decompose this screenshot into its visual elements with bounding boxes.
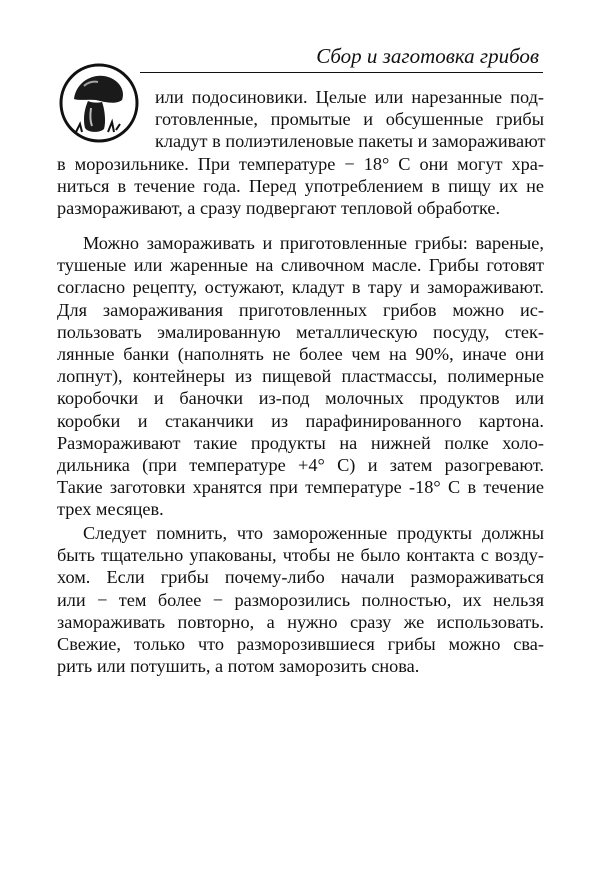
- text-line: Следует помнить, что замороженные продукты должны: [83, 523, 544, 543]
- text-line: Можно замораживать и приготовленные грибы: вареные,: [83, 233, 544, 253]
- paragraph-1: [57, 86, 544, 219]
- text-line: лопнут), контейнеры из пищевой пластмассы, полимерные: [57, 366, 544, 387]
- text-line: дильника (при температуре +4° С) и затем разогревают.: [57, 454, 544, 475]
- text-line: тушеные или жаренные на сливочном масле. Грибы готовят: [57, 255, 544, 276]
- text-line: быть тщательно упакованы, чтобы не было контакта с возду-: [57, 545, 544, 566]
- text-line: лянные банки (наполнять не более чем на 90%, иначе они: [57, 343, 544, 364]
- text-line: коробки и стаканчики из парафинированного картона.: [57, 410, 544, 431]
- text-line: пользовать эмалированную металлическую посуду, стек-: [57, 321, 544, 342]
- text-line: кладут в полиэтиленовые пакеты и замораживают: [155, 131, 546, 152]
- text-line: Размораживают такие продукты на нижней полке холо-: [57, 432, 544, 453]
- text-line: или − тем более − разморозились полностью, их нельзя: [57, 589, 544, 610]
- text-line: коробочки и баночки из-под молочных продуктов или: [57, 388, 544, 409]
- text-line: в морозильнике. При температуре − 18° С они могут хра-: [57, 153, 544, 174]
- text-line: Свежие, только что разморозившиеся грибы можно сва-: [57, 633, 544, 654]
- text-line: Для замораживания приготовленных грибов можно ис-: [57, 299, 544, 320]
- running-title: Сбор и заготовка грибов: [316, 44, 539, 68]
- text-line: трех месяцев.: [57, 499, 164, 520]
- text-line: готовленные, промытые и обсушенные грибы: [155, 109, 544, 130]
- text-line: хом. Если грибы почему-либо начали размораживаться: [57, 567, 544, 588]
- text-line: замораживать повторно, а нужно сразу же использовать.: [57, 611, 544, 632]
- text-line: размораживают, а сразу подвергают тепловой обработке.: [57, 197, 501, 218]
- text-line: согласно рецепту, остужают, кладут в тару и замораживают.: [57, 277, 544, 298]
- text-line: Такие заготовки хранятся при температуре -18° С в течение: [57, 477, 544, 498]
- paragraph-2: [57, 232, 544, 520]
- text-line: ниться в течение года. Перед употреблением в пищу их не: [57, 175, 544, 196]
- paragraph-3: [57, 522, 544, 677]
- text-line: или подосиновики. Целые или нарезанные под-: [155, 87, 544, 107]
- running-header: [140, 42, 543, 73]
- text-line: рить или потушить, а потом заморозить снова.: [57, 656, 420, 677]
